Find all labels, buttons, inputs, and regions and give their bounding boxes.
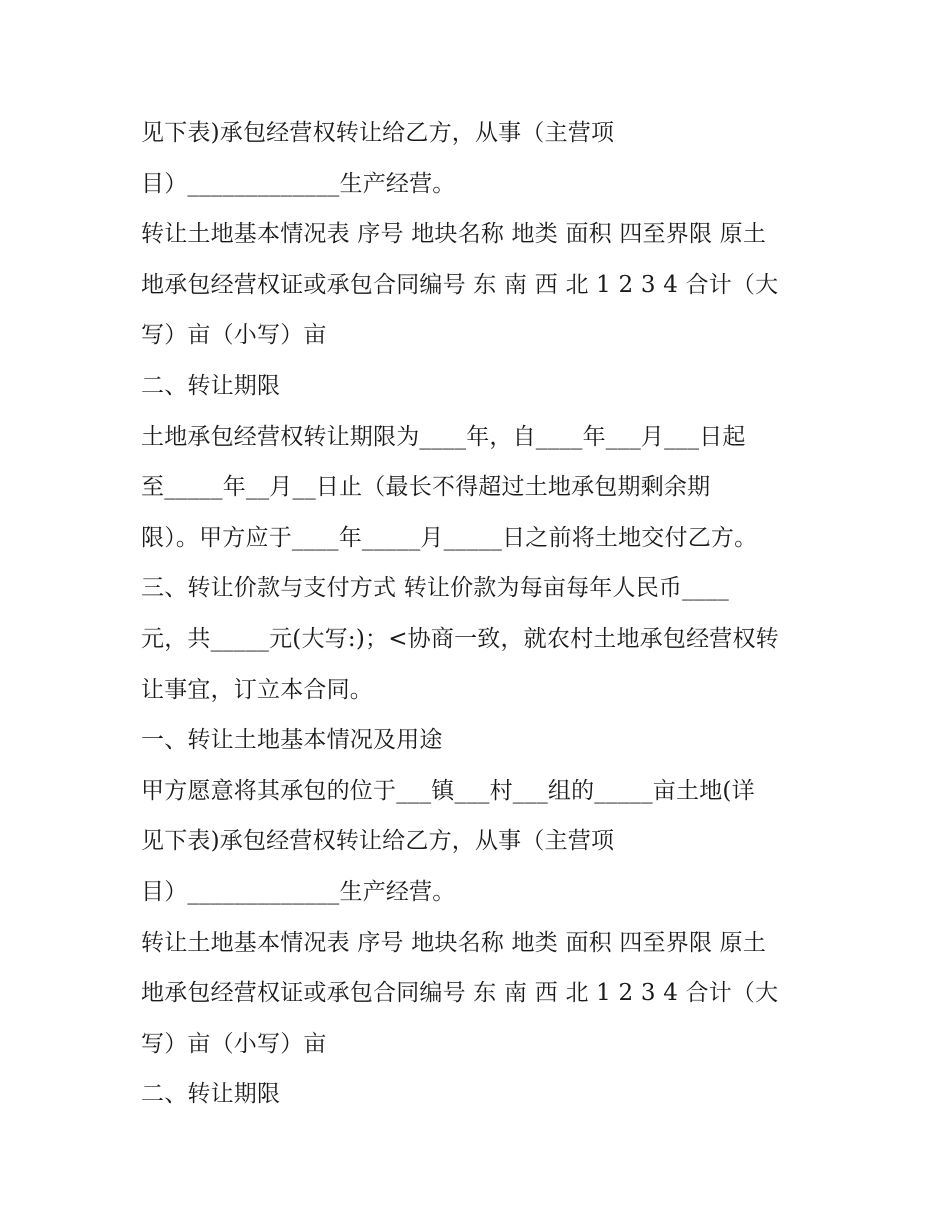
body-line-2: 目）_____________生产经营。 xyxy=(141,170,456,197)
body-line-1: 见下表)承包经营权转让给乙方，从事（主营项 xyxy=(141,120,615,146)
body-line-11: 元，共_____元(大写:)；<协商一致，就农村土地承包经营权转 xyxy=(141,625,779,652)
body-line-12: 让事宜，订立本合同。 xyxy=(141,676,373,703)
body-line-9: 限）。甲方应于____年_____月_____日之前将土地交付乙方。 xyxy=(141,524,758,551)
section-heading-term-repeat: 二、转让期限 xyxy=(141,1081,281,1108)
body-line-8: 至_____年__月__日止（最长不得超过土地承包期剩余期 xyxy=(141,474,711,501)
section-heading-term: 二、转让期限 xyxy=(141,372,281,399)
body-line-18: 地承包经营权证或承包合同编号 东 南 西 北 1 2 3 4 合计（大 xyxy=(141,980,779,1007)
body-line-14: 甲方愿意将其承包的位于___镇___村___组的_____亩土地(详 xyxy=(141,777,755,804)
body-line-19: 写）亩（小写）亩 xyxy=(141,1030,327,1057)
body-line-4: 地承包经营权证或承包合同编号 东 南 西 北 1 2 3 4 合计（大 xyxy=(141,271,779,298)
body-line-16: 目）_____________生产经营。 xyxy=(141,878,456,905)
body-line-17: 转让土地基本情况表 序号 地块名称 地类 面积 四至界限 原土 xyxy=(141,929,767,956)
body-line-7: 土地承包经营权转让期限为____年，自____年___月___日起 xyxy=(141,423,746,450)
section-heading-price: 三、转让价款与支付方式 转让价款为每亩每年人民币____ xyxy=(141,575,729,602)
body-line-15: 见下表)承包经营权转让给乙方，从事（主营项 xyxy=(141,828,615,855)
body-line-5: 写）亩（小写）亩 xyxy=(141,322,327,349)
body-line-3: 转让土地基本情况表 序号 地块名称 地类 面积 四至界限 原土 xyxy=(141,221,767,248)
section-heading-basic-info: 一、转让土地基本情况及用途 xyxy=(141,727,443,754)
document-body xyxy=(141,108,821,1120)
